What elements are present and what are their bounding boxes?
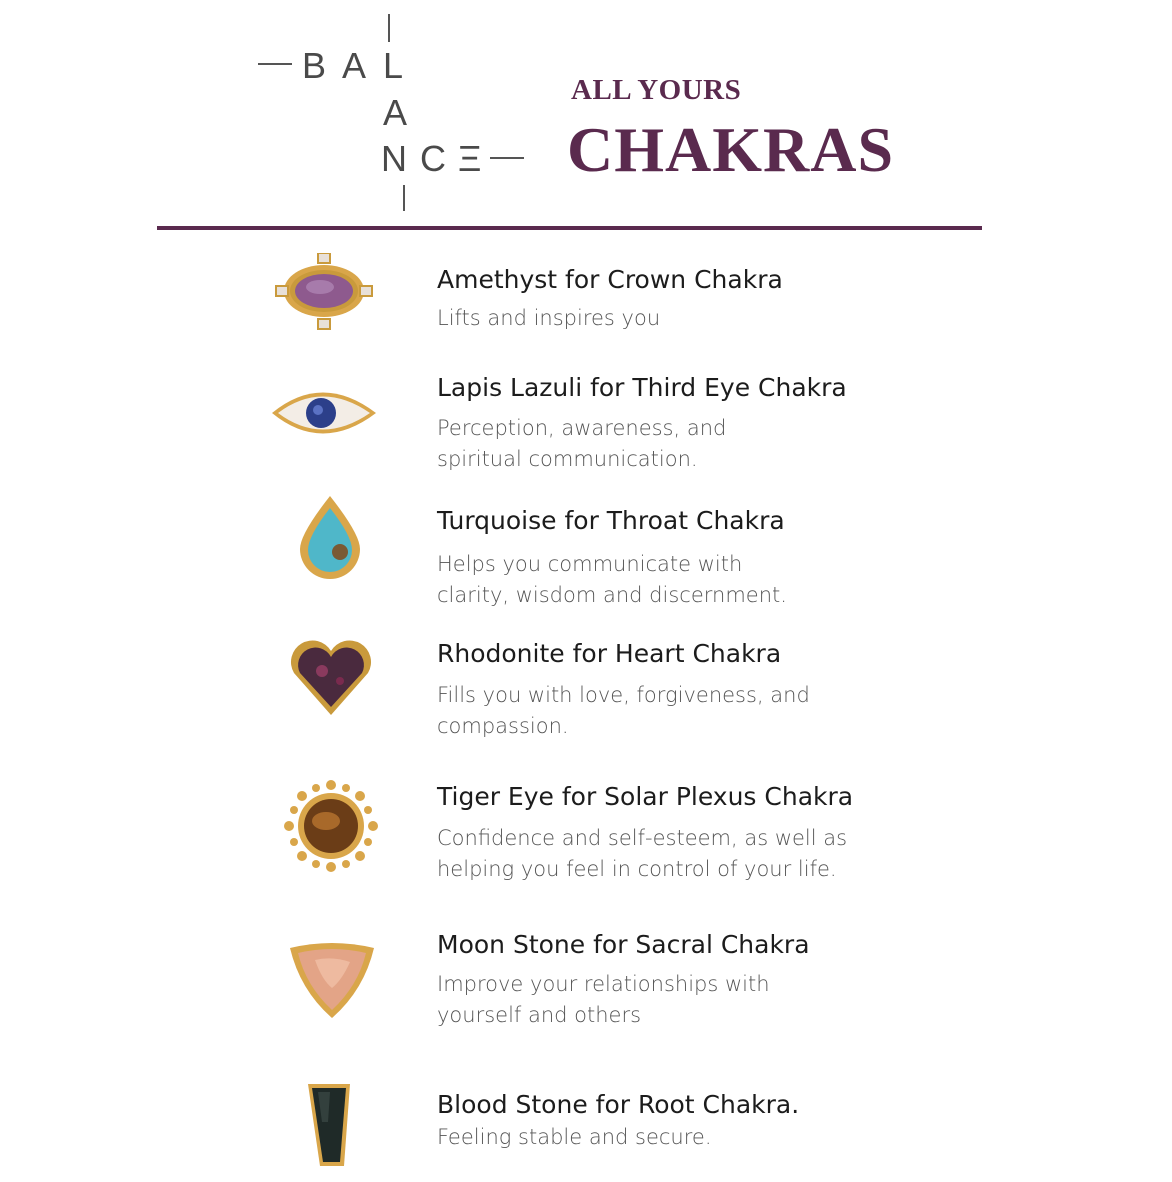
logo-letter-n: N	[381, 138, 407, 179]
page-title: CHAKRAS	[567, 114, 895, 185]
item-name: Rhodonite for Heart Chakra	[437, 639, 782, 668]
logo-letter-e: Ξ	[458, 138, 482, 179]
rhodonite-heart-ring-icon	[260, 637, 390, 737]
tiger-eye-sun-ring-icon	[260, 779, 390, 879]
moonstone-triangle-ring-icon	[260, 940, 390, 1040]
logo-letter-a1: A	[342, 45, 367, 86]
logo-letter-b: B	[302, 45, 327, 86]
item-name: Turquoise for Throat Chakra	[437, 506, 785, 535]
amethyst-ring-icon	[260, 253, 390, 353]
all-yours-heading: ALL YOURS	[571, 74, 742, 106]
lapis-eye-ring-icon	[260, 378, 390, 478]
logo-line-left	[258, 63, 292, 65]
bloodstone-bar-ring-icon	[260, 1082, 390, 1182]
logo-line-bottom	[403, 185, 405, 211]
logo-letter-c: C	[420, 138, 446, 179]
item-name: Lapis Lazuli for Third Eye Chakra	[437, 373, 847, 402]
balance-logo	[250, 10, 540, 215]
item-description: Improve your relationships with yourself and others	[437, 972, 770, 1027]
item-description: Confidence and self-esteem, as well as helping you feel in control of your life.	[437, 826, 848, 881]
logo-line-top	[388, 14, 390, 42]
item-name: Blood Stone for Root Chakra.	[437, 1090, 800, 1119]
header-divider	[157, 226, 982, 230]
logo-line-right	[490, 157, 524, 159]
item-description: Fills you with love, forgiveness, and compassion.	[437, 683, 810, 738]
item-name: Moon Stone for Sacral Chakra	[437, 930, 810, 959]
logo-letter-l: L	[383, 45, 404, 86]
item-description: Lifts and inspires you	[437, 306, 661, 330]
logo-letter-a2: A	[383, 92, 408, 133]
item-description: Feeling stable and secure.	[437, 1125, 712, 1149]
item-name: Tiger Eye for Solar Plexus Chakra	[437, 782, 854, 811]
item-description: Helps you communicate with clarity, wisdom and discernment.	[437, 552, 787, 607]
item-description: Perception, awareness, and spiritual communication.	[437, 416, 727, 471]
item-name: Amethyst for Crown Chakra	[437, 265, 783, 294]
turquoise-drop-ring-icon	[260, 494, 390, 594]
